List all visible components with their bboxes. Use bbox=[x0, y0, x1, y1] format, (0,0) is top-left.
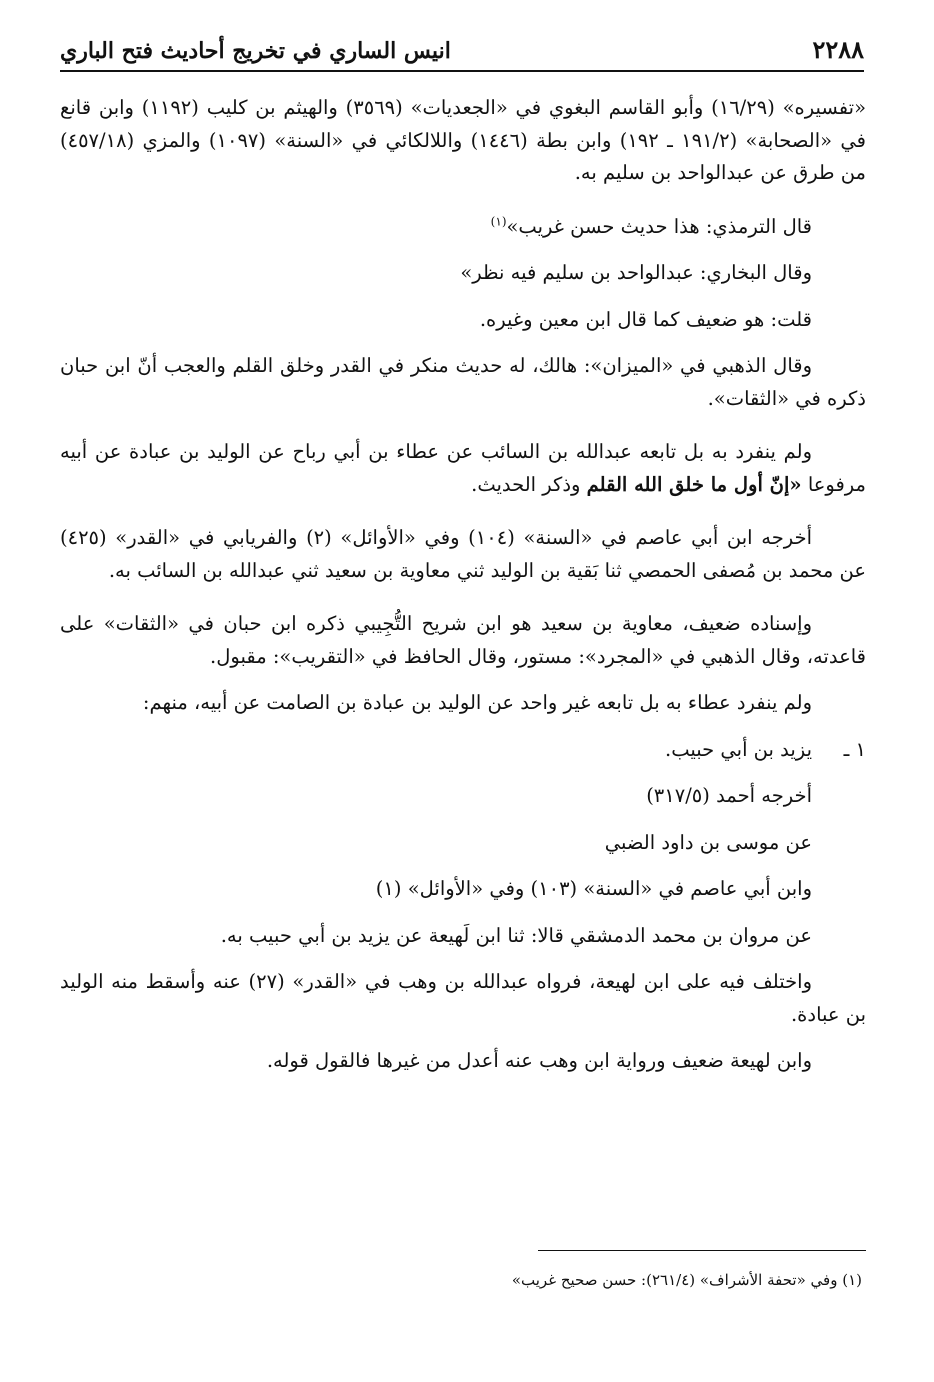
paragraph bbox=[60, 211, 866, 244]
paragraph: أخرجه أحمد (٣١٧/٥) bbox=[646, 784, 812, 807]
paragraph bbox=[60, 436, 866, 501]
paragraph-text: وذكر الحديث. bbox=[471, 472, 581, 496]
footnote-divider bbox=[538, 1250, 866, 1251]
list-item bbox=[60, 734, 866, 767]
paragraph: وقال البخاري: عبدالواحد بن سليم فيه نظر» bbox=[460, 261, 812, 284]
main-text bbox=[60, 92, 866, 1092]
paragraph: «تفسيره» (١٦/٢٩) وأبو القاسم البغوي في «الجعديات» (٣٥٦٩) والهيثم بن كليب (١١٩٢) وابن قانع في «الصحابة» (١٩١/٢ ـ ١٩٢) وابن بطة (١٤٤٦) واللالكائي في «السنة» (١٠٩٧) والمزي (٤٥٧/١٨) من طرق عن عبدالواحد بن سليم به. bbox=[60, 96, 867, 184]
paragraph: وابن أبي عاصم في «السنة» (١٠٣) وفي «الأوائل» (١) bbox=[375, 877, 812, 900]
list-item-text: يزيد بن أبي حبيب. bbox=[665, 737, 812, 761]
paragraph: واختلف فيه على ابن لهيعة، فرواه عبدالله بن وهب في «القدر» (٢٧) عنه وأسقط منه الوليد بن عبادة. bbox=[60, 970, 866, 1026]
footnote: (١) وفي «تحفة الأشراف» (٢٦١/٤): حسن صحيح غريب» bbox=[511, 1271, 862, 1289]
running-title: انيس الساري في تخريج أحاديث فتح الباري bbox=[60, 38, 451, 64]
paragraph-text: ولم ينفرد به بل تابعه عبدالله بن السائب عن عطاء بن أبي رباح عن الوليد بن عبادة عن أبيه مرفوعا bbox=[60, 440, 866, 496]
paragraph: قلت: هو ضعيف كما قال ابن معين وغيره. bbox=[479, 307, 812, 331]
paragraph: وقال الذهبي في «الميزان»: هالك، له حديث منكر في القدر وخلق القلم والعجب أنّ ابن حبان ذكره في «الثقات». bbox=[60, 354, 866, 410]
footnote-marker: (١) bbox=[490, 214, 507, 228]
paragraph: أخرجه ابن أبي عاصم في «السنة» (١٠٤) وفي «الأوائل» (٢) والفريابي في «القدر» (٤٢٥) عن محمد بن مُصفى الحمصي ثنا بَقية بن الوليد ثني معاوية بن سعيد ثني عبدالله بن السائب به. bbox=[60, 526, 866, 582]
quote-text: قال الترمذي: هذا حديث حسن غريب» bbox=[506, 214, 812, 238]
paragraph: ولم ينفرد عطاء به بل تابعه غير واحد عن الوليد بن عبادة بن الصامت عن أبيه، منهم: bbox=[142, 691, 812, 714]
hadith-quote: «إنّ أول ما خلق الله القلم bbox=[586, 472, 802, 496]
list-marker: ١ ـ bbox=[843, 737, 866, 761]
page-number: ٢٢٨٨ bbox=[812, 35, 864, 64]
page-header bbox=[60, 30, 864, 72]
paragraph: عن مروان بن محمد الدمشقي قالا: ثنا ابن لَهيعة عن يزيد بن أبي حبيب به. bbox=[220, 923, 812, 947]
paragraph: وإسناده ضعيف، معاوية بن سعيد هو ابن شريح التُّجِيبي ذكره ابن حبان في «الثقات» على قاعدته، وقال الذهبي في «المجرد»: مستور، وقال الحافظ في «التقريب»: مقبول. bbox=[60, 612, 866, 668]
paragraph: وابن لهيعة ضعيف ورواية ابن وهب عنه أعدل من غيرها فالقول قوله. bbox=[266, 1049, 812, 1072]
paragraph: عن موسى بن داود الضبي bbox=[604, 830, 812, 854]
